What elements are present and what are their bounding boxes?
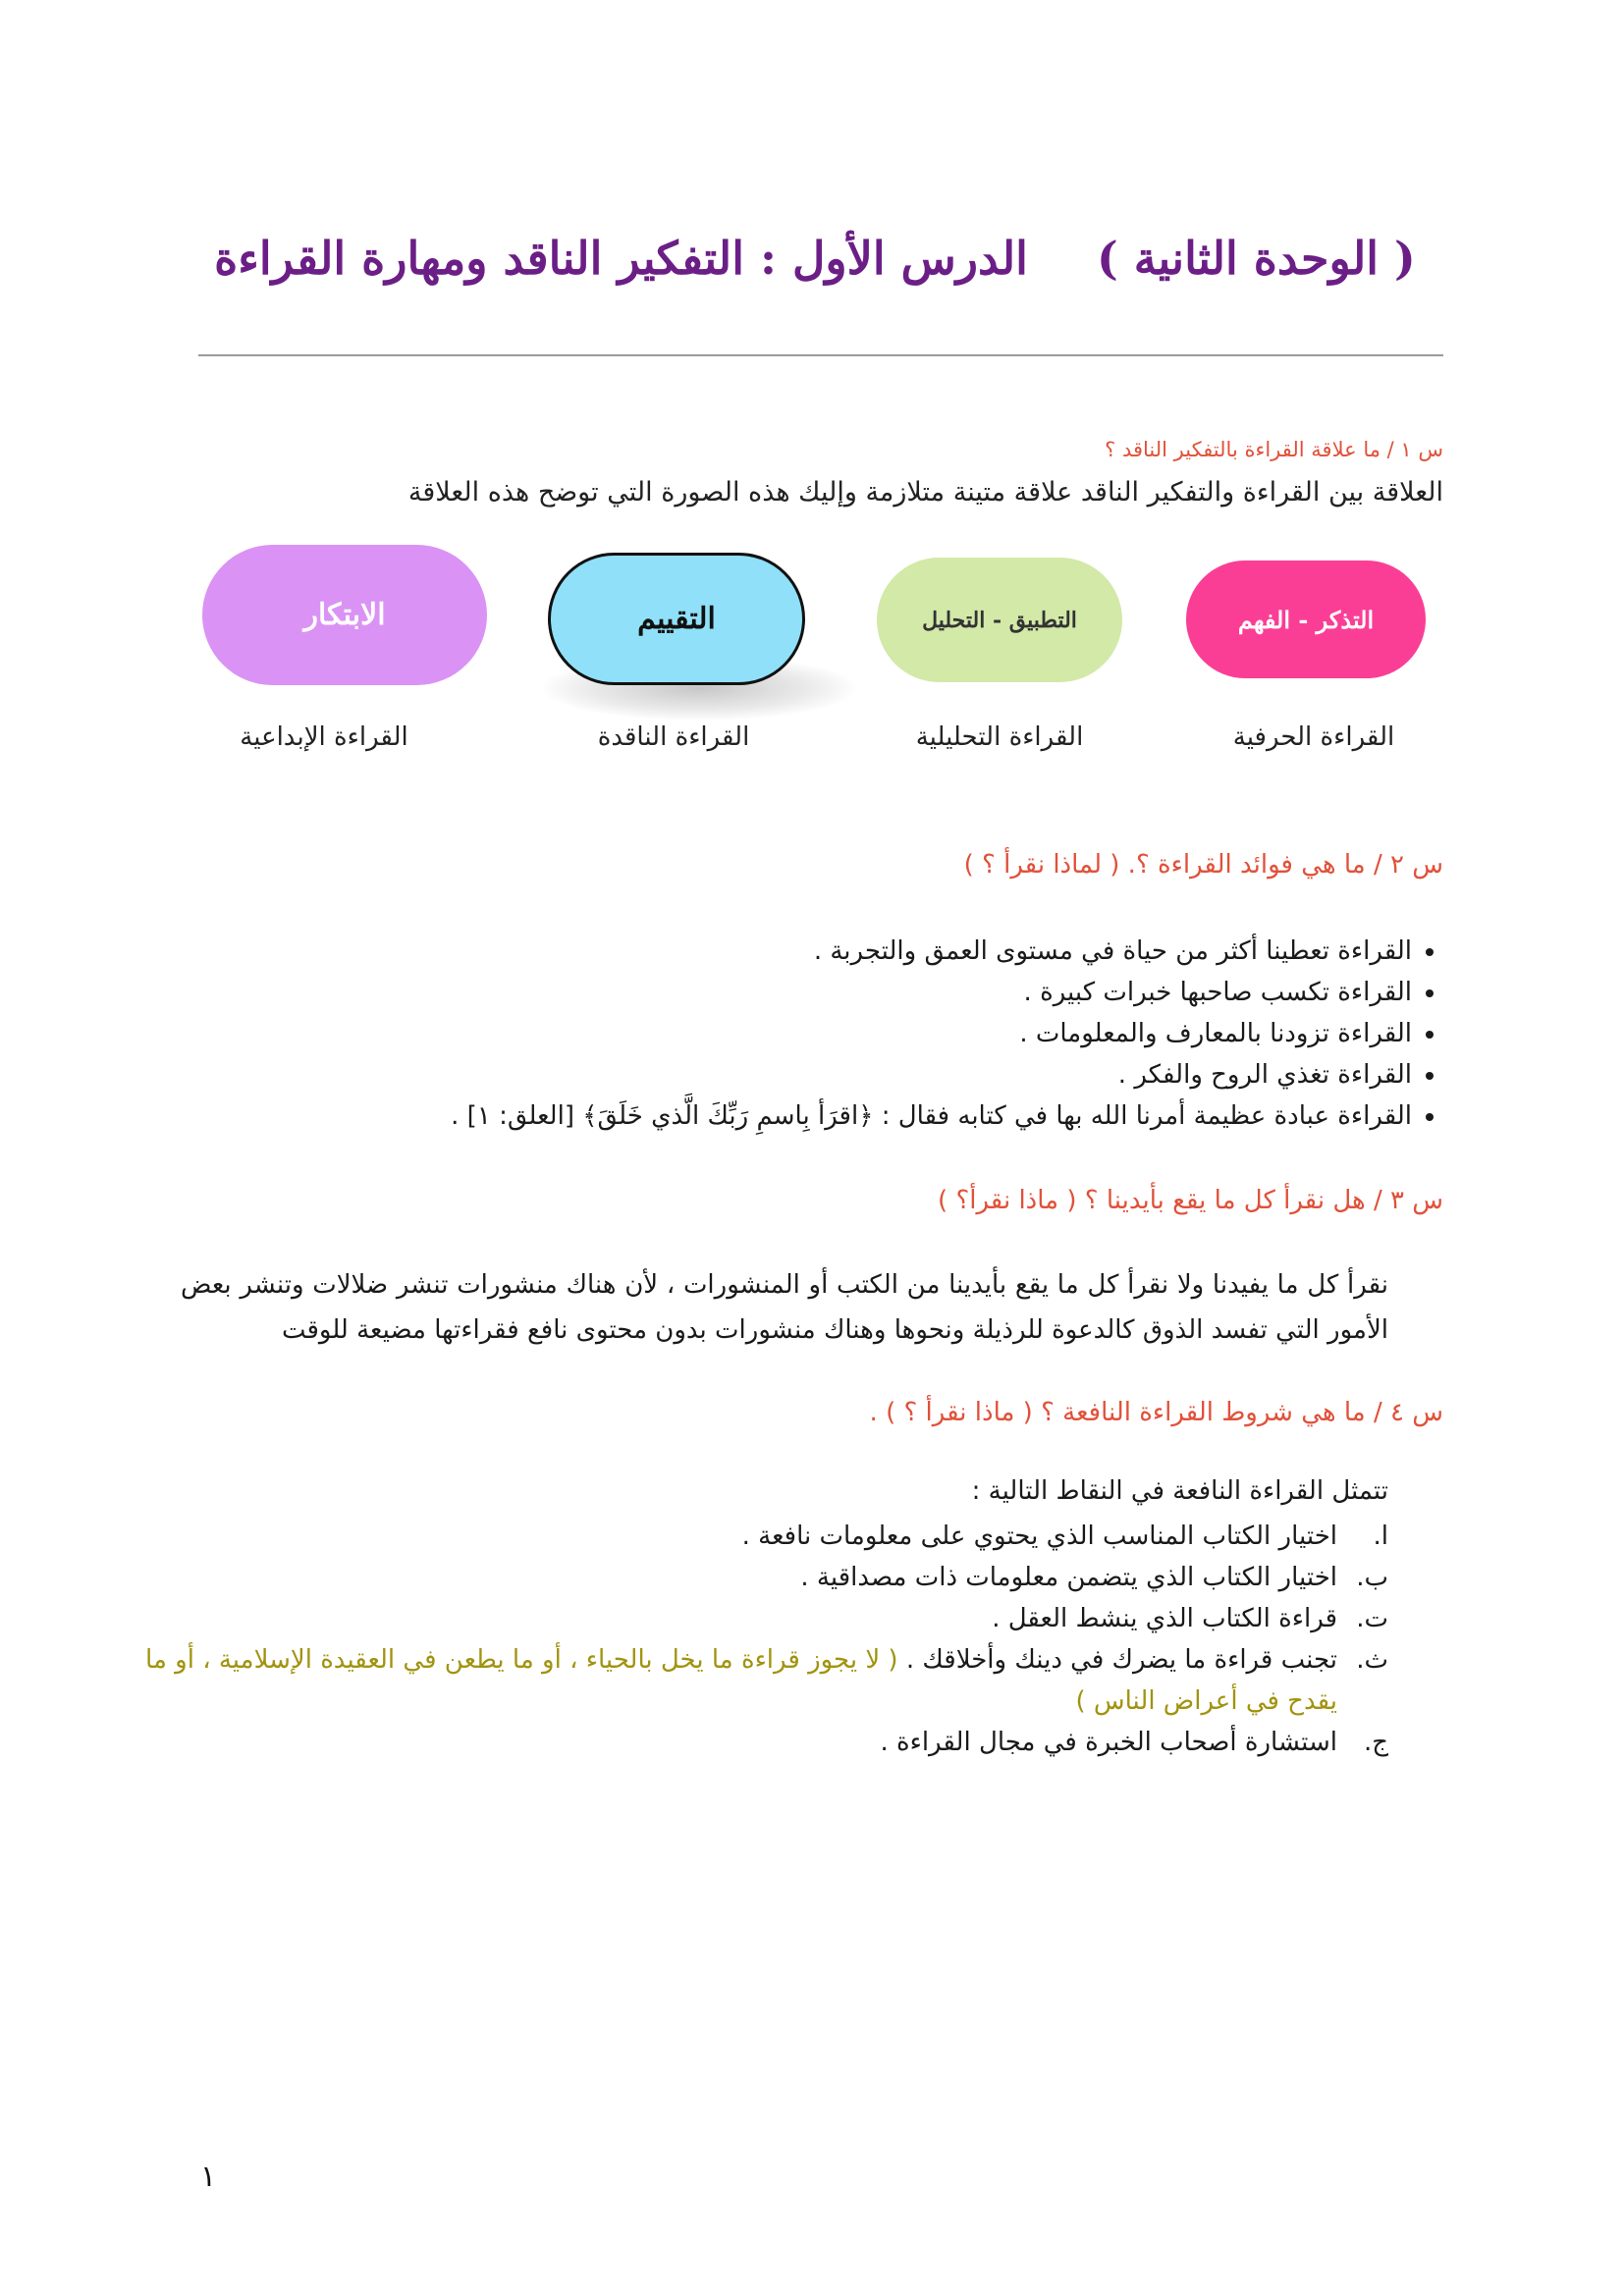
list-item <box>112 1639 1388 1722</box>
list-item: • القراءة تعطينا أكثر من حياة في مستوى العمق والتجربة . <box>451 931 1412 972</box>
conditions-list <box>112 1516 1388 1763</box>
item-marker: ت. <box>1356 1604 1388 1633</box>
title-divider <box>198 354 1443 356</box>
unit-title: ( الوحدة الثانية ) <box>1096 232 1416 285</box>
list-item: • القراءة تزودنا بالمعارف والمعلومات . <box>451 1013 1412 1054</box>
item-text: اختيار الكتاب المناسب الذي يحتوي على معلومات نافعة . <box>741 1522 1337 1551</box>
question-2: س ٢ / ما هي فوائد القراءة ؟. ( لماذا نقرأ ؟ ) <box>963 850 1443 880</box>
stage-label-creative: القراءة الإبداعية <box>240 722 408 752</box>
list-item <box>112 1557 1388 1598</box>
conditions-intro: تتمثل القراءة النافعة في النقاط التالية : <box>971 1476 1388 1506</box>
item-marker: ج. <box>1363 1728 1388 1757</box>
page-number: ١ <box>200 2160 217 2194</box>
list-item <box>112 1598 1388 1639</box>
list-item: • القراءة تكسب صاحبها خبرات كبيرة . <box>451 972 1412 1013</box>
question-3: س ٣ / هل نقرأ كل ما يقع بأيدينا ؟ ( ماذا نقرأ؟ ) <box>938 1186 1443 1215</box>
item-marker: ا. <box>1373 1522 1388 1551</box>
page-title <box>177 232 1453 285</box>
stage-pill-creative: الابتكار <box>202 545 487 685</box>
stage-pill-analytic: التطبيق - التحليل <box>877 558 1122 682</box>
item-text: استشارة أصحاب الخبرة في مجال القراءة . <box>880 1728 1337 1757</box>
question-4: س ٤ / ما هي شروط القراءة النافعة ؟ ( ماذا نقرأ ؟ ) . <box>869 1398 1443 1427</box>
item-text: اختيار الكتاب الذي يتضمن معلومات ذات مصداقية . <box>800 1563 1337 1592</box>
list-item <box>112 1516 1388 1557</box>
item-marker: ب. <box>1356 1563 1388 1592</box>
answer-3: نقرأ كل ما يفيدنا ولا نقرأ كل ما يقع بأيدينا من الكتب أو المنشورات ، لأن هناك منشورات تنشر ضلالات وتنشر بعض الأمور التي تفسد الذوق كالدعوة للرذيلة ونحوها وهناك منشورات بدون محتوى نافع فقراءتها مضيعة للوقت <box>181 1270 1388 1345</box>
list-item <box>112 1722 1388 1763</box>
stage-pill-literal: التذكر - الفهم <box>1186 561 1426 678</box>
list-item: • القراءة تغذي الروح والفكر . <box>451 1054 1412 1095</box>
item-text: قراءة الكتاب الذي ينشط العقل . <box>992 1604 1337 1633</box>
item-marker: ث. <box>1356 1645 1388 1675</box>
answer-1: العلاقة بين القراءة والتفكير الناقد علاقة متينة متلازمة وإليك هذه الصورة التي توضح هذه العلاقة <box>407 477 1443 507</box>
stage-label-analytic: القراءة التحليلية <box>915 722 1084 752</box>
stage-pill-critical: التقييم <box>548 553 805 685</box>
stage-label-literal: القراءة الحرفية <box>1232 722 1395 752</box>
lesson-title: الدرس الأول : التفكير الناقد ومهارة القراءة <box>214 232 1028 285</box>
item-note: ( لا يجوز قراءة ما يخل بالحياء ، أو ما يطعن في العقيدة الإسلامية ، أو ما يقدح في أعراض الناس ) <box>145 1645 1337 1716</box>
benefits-list <box>451 931 1443 1137</box>
stage-label-critical: القراءة الناقدة <box>597 722 750 752</box>
list-item: • القراءة عبادة عظيمة أمرنا الله بها في كتابه فقال : ﴿اقرَأ بِاسمِ رَبِّكَ الَّذي خَلَقَ﴾ [العلق: ١] . <box>451 1095 1412 1137</box>
question-1: س ١ / ما علاقة القراءة بالتفكير الناقد ؟ <box>1105 438 1443 461</box>
item-text: تجنب قراءة ما يضرك في دينك وأخلاقك . <box>905 1645 1337 1675</box>
